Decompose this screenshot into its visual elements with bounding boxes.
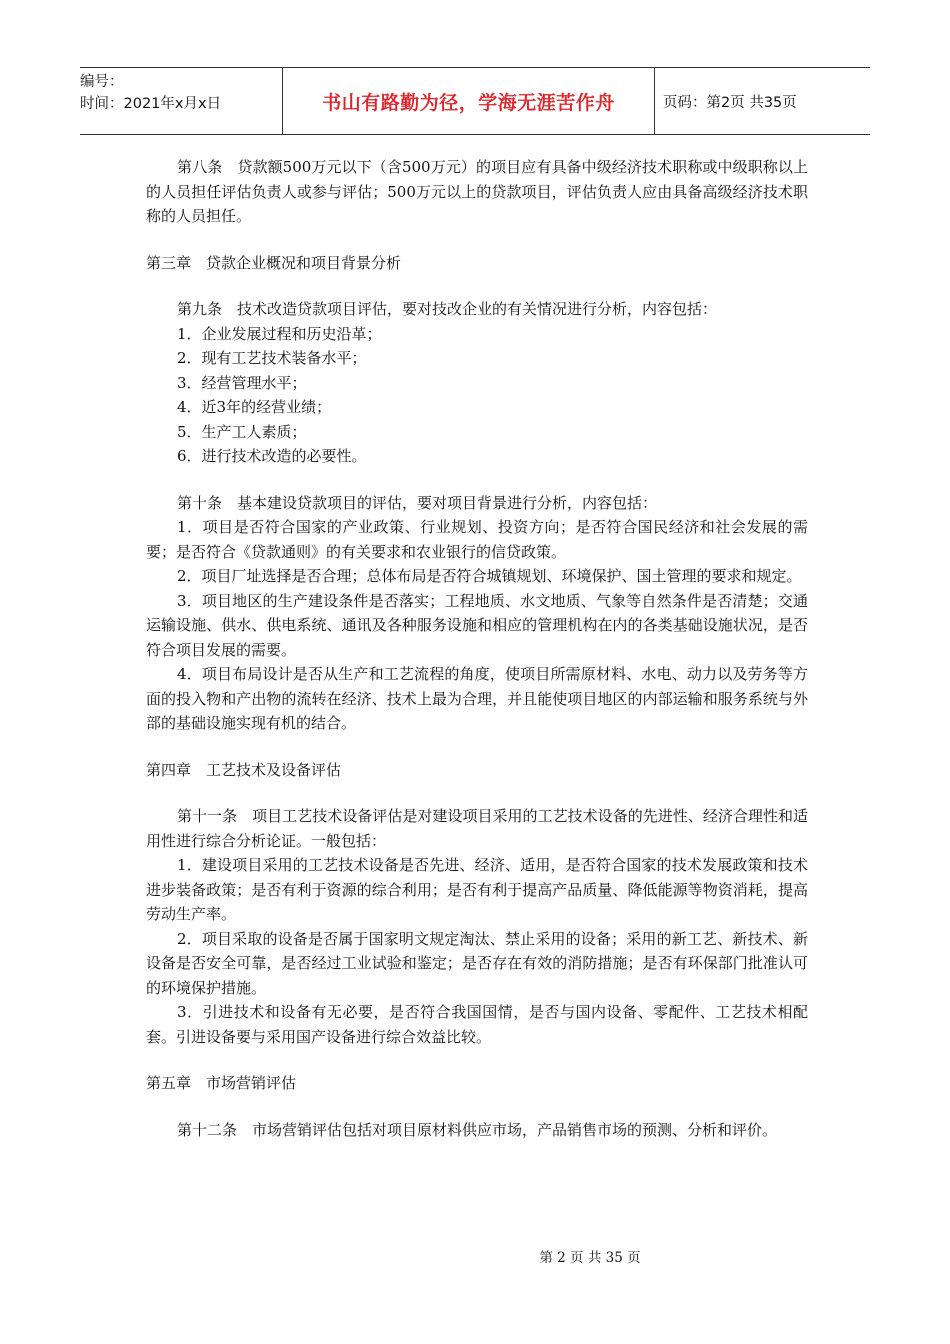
article-11-item: 2．项目采取的设备是否属于国家明文规定淘汰、禁止采用的设备；采用的新工艺、新技术、新设备是否安全可靠，是否经过工业试验和鉴定；是否存在有效的消防措施；是否有环保部门批准认可的环境保护措施。 (146, 929, 808, 997)
list-item: 5．生产工人素质； (177, 422, 307, 441)
list-item: 6．进行技术改造的必要性。 (177, 447, 367, 465)
article-10: 第十条 基本建设贷款项目的评估，要对项目背景进行分析，内容包括： (177, 493, 658, 512)
article-11-item: 3．引进技术和设备有无必要，是否符合我国国情，是否与国内设备、零配件、工艺技术相配套。引进设备要与采用国产设备进行综合效益比较。 (146, 1003, 808, 1046)
list-item: 4．近3年的经营业绩； (177, 398, 332, 416)
article-11-item: 1．建设项目采用的工艺技术设备是否先进、经济、适用，是否符合国家的技术发展政策和技术进步装备政策；是否有利于资源的综合利用；是否有利于提高产品质量、降低能源等物资消耗，提高劳动生产率。 (146, 856, 808, 923)
article-10-item: 1．项目是否符合国家的产业政策、行业规划、投资方向；是否符合国民经济和社会发展的需要；是否符合《贷款通则》的有关要求和农业银行的信贷政策。 (146, 518, 808, 561)
header-meta (80, 68, 282, 134)
document-header (80, 67, 870, 135)
header-motto: 书山有路勤为径，学海无涯苦作舟 (322, 91, 615, 114)
article-10-item: 3．项目地区的生产建设条件是否落实；工程地质、水文地质、气象等自然条件是否清楚；交通运输设施、供水、供电系统、通讯及各种服务设施和相应的管理机构在内的各类基础设施状况，是否符合项目发展的需要。 (146, 591, 808, 659)
header-page-info: 页码：第2页 共35页 (663, 94, 797, 111)
chapter-4-heading: 第四章 工艺技术及设备评估 (146, 760, 342, 779)
chapter-5-heading: 第五章 市场营销评估 (146, 1074, 297, 1092)
number-label: 编号： (80, 74, 124, 90)
article-9: 第九条 技术改造贷款项目评估，要对技改企业的有关情况进行分析，内容包括： (177, 300, 718, 318)
article-10-item: 2．项目厂址选择是否合理；总体布局是否符合城镇规划、环境保护、国土管理的要求和规定。 (177, 567, 802, 585)
list-item: 3．经营管理水平； (177, 373, 307, 392)
chapter-3-heading: 第三章 贷款企业概况和项目背景分析 (146, 253, 402, 272)
document-body (146, 155, 808, 1142)
time-label: 时间：2021年x月x日 (80, 96, 222, 112)
list-item: 2．现有工艺技术装备水平； (177, 349, 367, 367)
header-motto-cell (282, 68, 655, 134)
article-11: 第十一条 项目工艺技术设备评估是对建设项目采用的工艺技术设备的先进性、经济合理性和适用性进行综合分析论证。一般包括： (146, 807, 808, 850)
article-10-item: 4．项目布局设计是否从生产和工艺流程的角度，使项目所需原材料、水电、动力以及劳务等方面的投入物和产出物的流转在经济、技术上最为合理，并且能使项目地区的内部运输和服务系统与外部的基础设施实现有机的结合。 (146, 665, 808, 732)
page-footer: 第 2 页 共 35 页 (539, 1250, 641, 1266)
list-item: 1．企业发展过程和历史沿革； (177, 324, 382, 343)
article-8: 第八条 贷款额500万元以下（含500万元）的项目应有具备中级经济技术职称或中级职称以上的人员担任评估负责人或参与评估；500万元以上的贷款项目，评估负责人应由具备高级经济技术职称的人员担任。 (146, 158, 808, 225)
article-12: 第十二条 市场营销评估包括对项目原材料供应市场，产品销售市场的预测、分析和评价。 (177, 1120, 778, 1139)
